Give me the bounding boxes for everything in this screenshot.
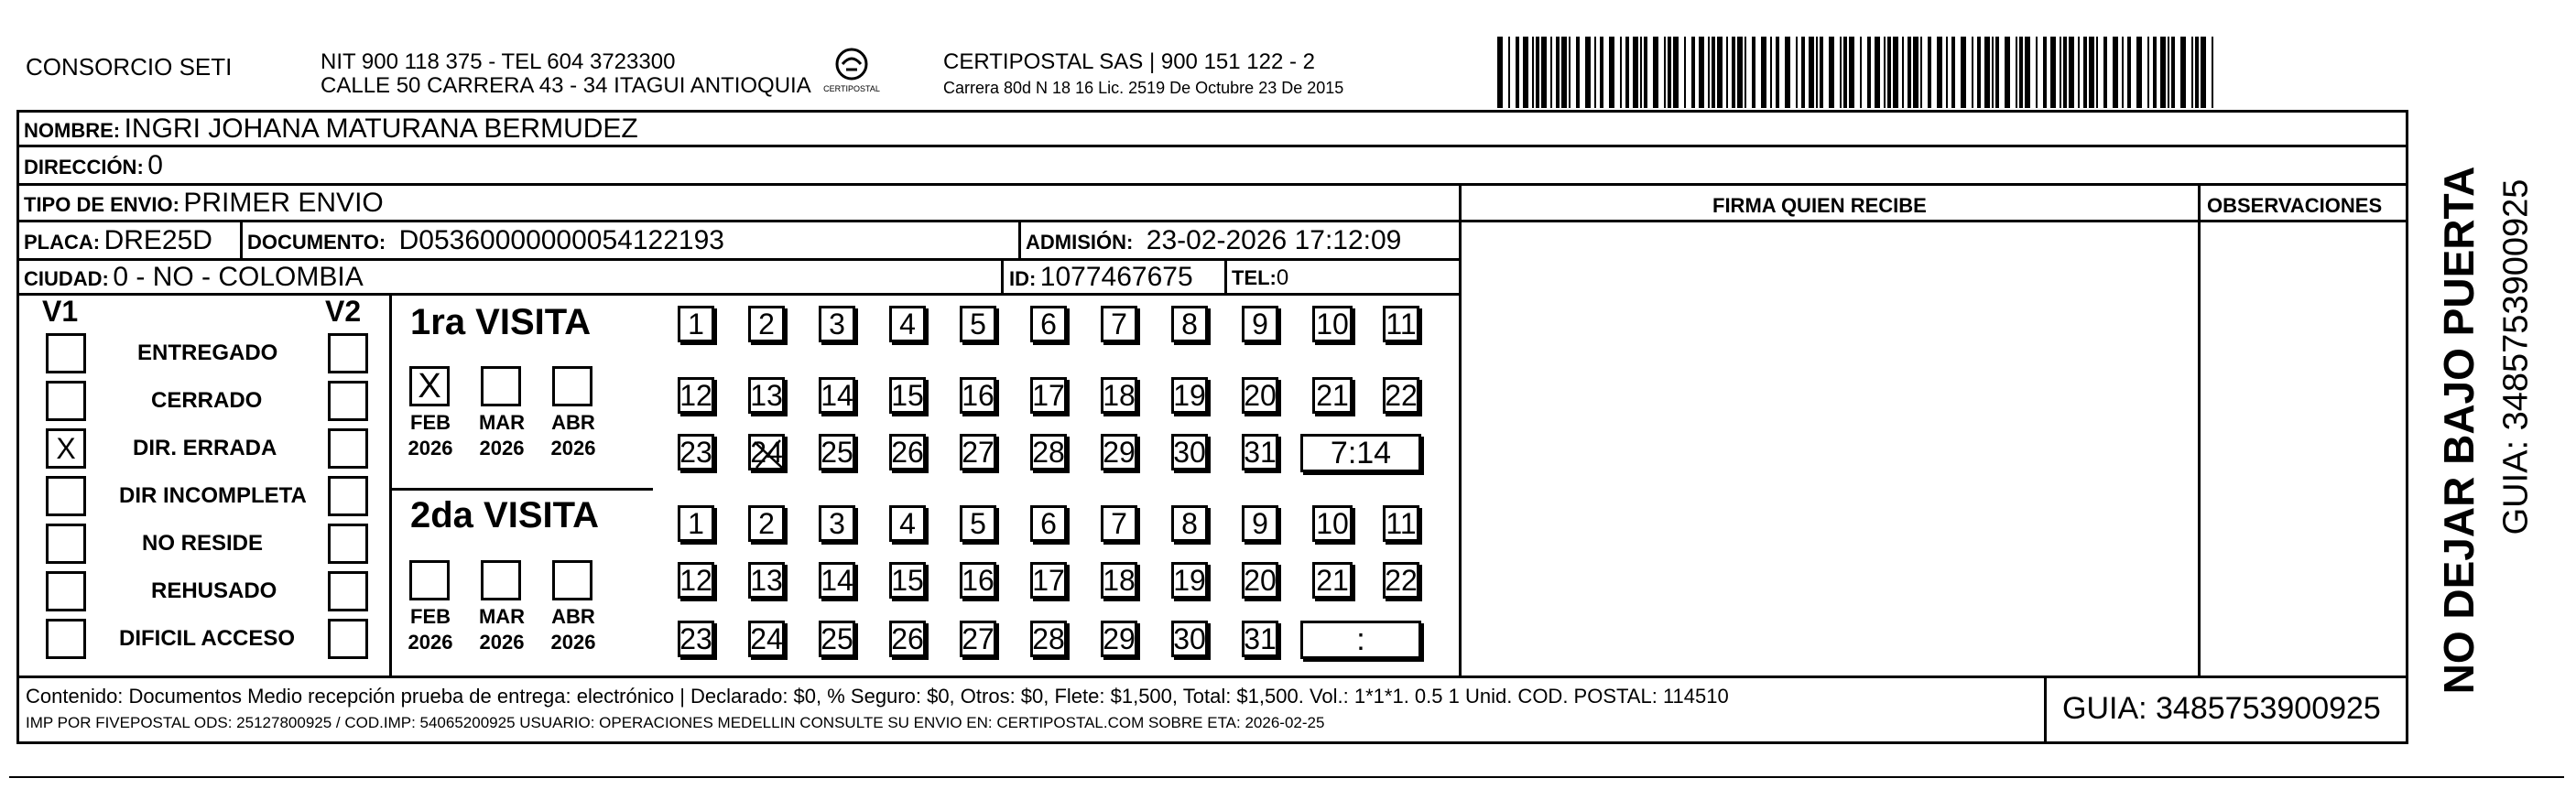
day-box[interactable]: 24 [748,434,785,470]
month-checkbox[interactable] [552,366,592,406]
day-box[interactable]: 7 [1101,505,1137,542]
day-box[interactable]: 14 [819,377,855,414]
day-box[interactable]: 14 [819,562,855,599]
day-box[interactable]: 28 [1030,621,1067,657]
city-value: 0 - NO - COLOMBIA [113,262,364,292]
month-name: MAR [478,411,526,434]
v1-checkbox[interactable] [46,333,86,373]
v2-checkbox[interactable] [328,381,368,421]
month-year: 2026 [479,631,525,654]
day-box[interactable]: 20 [1242,377,1278,414]
plate-label: PLACA: [24,231,101,254]
month-year: 2026 [408,437,453,459]
footer-contents: Contenido: Documentos Medio recepción prueba de entrega: electrónico | Declarado: $0, % Seguro: $0, Otros: $0, Flete: $1,500, Total: $1,500. Vol.: 1*1*1. 0.5 1 Unid. COD. POSTAL: 114510 [26,685,1729,708]
document-value: D05360000000054122193 [398,225,724,255]
day-box[interactable]: 9 [1242,505,1278,542]
v2-checkbox[interactable] [328,428,368,469]
address-row [24,150,163,181]
day-box[interactable]: 18 [1101,377,1137,414]
day-box[interactable]: 25 [819,434,855,470]
address-line: CALLE 50 CARRERA 43 - 34 ITAGUI ANTIOQUIA [321,73,811,98]
day-box[interactable]: 9 [1242,306,1278,342]
month-checkbox[interactable] [409,560,450,600]
side-guia: GUIA: 3485753900925 [2496,178,2536,535]
day-box[interactable]: 24 [748,621,785,657]
address-label: DIRECCIÓN: [24,156,144,178]
day-box[interactable]: 31 [1242,434,1278,470]
document-label: DOCUMENTO: [247,231,386,254]
day-box[interactable]: 17 [1030,562,1067,599]
first-visit-title: 1ra VISITA [410,302,592,342]
day-box[interactable]: 30 [1171,434,1208,470]
month-label [398,604,462,655]
month-label [470,410,534,461]
day-box[interactable]: 31 [1242,621,1278,657]
name-row [24,113,638,145]
month-label [470,604,534,655]
month-year: 2026 [550,437,596,459]
signature-header: FIRMA QUIEN RECIBE [1712,194,1927,217]
v1-checkbox[interactable] [46,476,86,516]
name-label: NOMBRE: [24,119,121,142]
v1-checkbox[interactable] [46,381,86,421]
reason-label: CERRADO [151,388,263,413]
day-box[interactable]: 5 [960,306,996,342]
month-year: 2026 [479,437,525,459]
month-name: ABR [551,411,595,434]
day-box[interactable]: 21 [1312,377,1353,414]
day-box[interactable]: 27 [960,621,996,657]
day-box[interactable]: 30 [1171,621,1208,657]
reason-label: DIR. ERRADA [133,436,277,460]
month-name: ABR [551,605,595,628]
day-box[interactable]: 11 [1383,505,1419,542]
barcode [1497,37,2221,108]
company-name: CONSORCIO SETI [26,53,233,81]
address-value: 0 [147,150,163,180]
footer-imp-line: IMP POR FIVEPOSTAL ODS: 25127800925 / COD.IMP: 54065200925 USUARIO: OPERACIONES MEDELLIN CONSULTE SU ENVIO EN: CERTIPOSTAL.COM SOBRE ETA: 2026-02-25 [26,714,1325,731]
city-cell [24,262,364,293]
day-box[interactable]: 6 [1030,505,1067,542]
day-box[interactable]: 4 [889,306,926,342]
day-box[interactable]: 3 [819,505,855,542]
month-label [541,410,605,461]
document-cell [247,225,724,256]
day-box[interactable]: 11 [1383,306,1419,342]
day-box[interactable]: 22 [1383,377,1419,414]
day-box[interactable]: 1 [678,306,714,342]
day-box[interactable]: 13 [748,377,785,414]
day-box[interactable]: 18 [1101,562,1137,599]
send-type-label: TIPO DE ENVIO: [24,193,179,216]
send-type-value: PRIMER ENVIO [183,188,384,218]
reason-label: DIFICIL ACCESO [119,626,296,651]
v1-checkbox[interactable] [46,524,86,564]
month-checkbox[interactable] [481,560,521,600]
month-year: 2026 [550,631,596,654]
day-box[interactable]: 26 [889,621,926,657]
plate-value: DRE25D [103,225,212,255]
day-box[interactable]: 2 [748,306,785,342]
day-box[interactable]: 29 [1101,434,1137,470]
month-label [398,410,462,461]
day-box[interactable]: 27 [960,434,996,470]
no-dejar-warning: NO DEJAR BAJO PUERTA [2435,166,2483,695]
month-name: FEB [410,411,451,434]
admission-value: 23-02-2026 17:12:09 [1146,225,1402,255]
day-box[interactable]: 4 [889,505,926,542]
day-box[interactable]: 28 [1030,434,1067,470]
nit-line: NIT 900 118 375 - TEL 604 3723300 [321,49,676,74]
second-visit-title: 2da VISITA [410,495,599,535]
v1-checkbox[interactable] [46,571,86,611]
day-box[interactable]: 23 [678,434,714,470]
observations-header: OBSERVACIONES [2207,194,2383,217]
day-box[interactable]: 16 [960,377,996,414]
day-box[interactable]: 15 [889,377,926,414]
v2-header: V2 [325,295,362,328]
month-label [541,604,605,655]
day-box[interactable]: 12 [678,562,714,599]
day-box[interactable]: 8 [1171,306,1208,342]
v2-checkbox[interactable] [328,619,368,659]
day-box[interactable]: 12 [678,377,714,414]
svg-text:CERTIPOSTAL: CERTIPOSTAL [823,84,880,93]
time-box[interactable]: : [1300,621,1421,659]
tel-cell [1232,265,1288,291]
day-box[interactable]: 19 [1171,377,1208,414]
id-cell [1009,262,1193,293]
id-value: 1077467675 [1039,262,1193,292]
v2-checkbox[interactable] [328,571,368,611]
name-value: INGRI JOHANA MATURANA BERMUDEZ [124,113,638,144]
day-box[interactable]: 2 [748,505,785,542]
month-name: FEB [410,605,451,628]
license-line: Carrera 80d N 18 16 Lic. 2519 De Octubre 23 De 2015 [943,79,1344,97]
day-box[interactable]: 10 [1312,306,1353,342]
month-checkbox[interactable] [481,366,521,406]
admission-label: ADMISIÓN: [1026,231,1134,254]
day-box[interactable]: 13 [748,562,785,599]
plate-cell [24,225,212,256]
day-box[interactable]: 10 [1312,505,1353,542]
reason-label: NO RESIDE [142,531,264,556]
time-box[interactable]: 7:14 [1300,434,1421,472]
reason-label: DIR INCOMPLETA [119,483,307,508]
certipostal-logo [815,46,888,101]
v1-header: V1 [42,295,79,328]
footer-guia: GUIA: 3485753900925 [2062,691,2381,726]
day-box[interactable]: 16 [960,562,996,599]
id-label: ID: [1009,267,1037,290]
tel-label: TEL: [1232,266,1277,289]
day-box[interactable]: 26 [889,434,926,470]
v1-checkbox[interactable] [46,619,86,659]
day-box[interactable]: 20 [1242,562,1278,599]
certipostal-line: CERTIPOSTAL SAS | 900 151 122 - 2 [943,49,1315,74]
day-box[interactable]: 29 [1101,621,1137,657]
month-checkbox[interactable]: X [409,366,450,406]
day-box[interactable]: 15 [889,562,926,599]
day-box[interactable]: 17 [1030,377,1067,414]
reason-label: REHUSADO [151,578,277,603]
day-box[interactable]: 6 [1030,306,1067,342]
admission-cell [1026,225,1401,256]
month-checkbox[interactable] [552,560,592,600]
v2-checkbox[interactable] [328,476,368,516]
v2-checkbox[interactable] [328,333,368,373]
city-label: CIUDAD: [24,267,109,290]
month-year: 2026 [408,631,453,654]
day-box[interactable]: 1 [678,505,714,542]
day-box[interactable]: 8 [1171,505,1208,542]
day-box[interactable]: 3 [819,306,855,342]
day-box[interactable]: 7 [1101,306,1137,342]
tel-value: 0 [1276,265,1289,290]
v1-checkbox[interactable]: X [46,428,86,469]
day-box[interactable]: 19 [1171,562,1208,599]
day-box[interactable]: 25 [819,621,855,657]
day-box[interactable]: 23 [678,621,714,657]
send-type-row [24,188,384,219]
day-box[interactable]: 22 [1383,562,1419,599]
month-name: MAR [478,605,526,628]
day-box[interactable]: 21 [1312,562,1353,599]
day-box[interactable]: 5 [960,505,996,542]
v2-checkbox[interactable] [328,524,368,564]
reason-label: ENTREGADO [137,340,278,365]
